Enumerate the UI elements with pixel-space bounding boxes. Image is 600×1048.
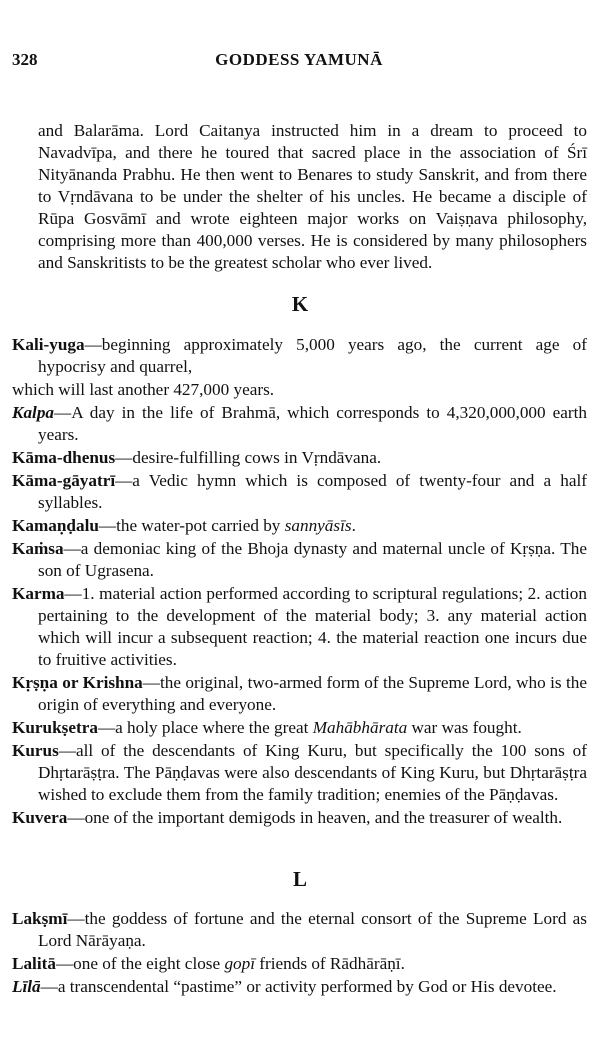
- glossary-list-k: [12, 334, 587, 830]
- glossary-definition: beginning approximately 5,000 years ago, the current age of hypocrisy and quarrel,: [38, 335, 587, 376]
- glossary-entry: Kaṁsa—a demoniac king of the Bhoja dynasty and maternal uncle of Kṛṣṇa. The son of Ugrasena.: [12, 539, 587, 580]
- glossary-definition: 1. material action performed according to scriptural regulations; 2. action pertaining to the development of the material body; 3. any material action which will incur a subsequent reaction; 4. the material reaction one incurs due to fruitive activities.: [38, 584, 587, 669]
- running-title: GODDESS YAMUNĀ: [215, 50, 383, 69]
- glossary-term: Kṛṣṇa or Krishna: [12, 673, 143, 692]
- glossary-definition-emphasis: gopī: [224, 954, 255, 973]
- glossary-entry: Kali-yuga—beginning approximately 5,000 years ago, the current age of hypocrisy and quarrel,: [12, 335, 587, 376]
- glossary-definition-tail: war was fought.: [407, 718, 522, 737]
- glossary-entry: Kurukṣetra—a holy place where the great Mahābhārata war was fought.: [12, 718, 522, 737]
- glossary-definition: the original, two-armed form of the Supreme Lord, who is the origin of everything and everyone.: [38, 673, 587, 714]
- glossary-term: Kurus: [12, 741, 59, 760]
- glossary-entry: Lalitā—one of the eight close gopī friends of Rādhārāṇī.: [12, 954, 405, 973]
- glossary-entry: Kāma-gāyatrī—a Vedic hymn which is composed of twenty-four and a half syllables.: [12, 471, 587, 512]
- glossary-definition: the water-pot carried by: [116, 516, 281, 535]
- glossary-term: Kāma-gāyatrī: [12, 471, 116, 490]
- glossary-list-l: [12, 908, 587, 999]
- glossary-term: Kali-yuga: [12, 335, 85, 354]
- glossary-definition-tail: friends of Rādhārāṇī.: [255, 954, 405, 973]
- section-letter-l: L: [292, 867, 307, 891]
- glossary-definition: a demoniac king of the Bhoja dynasty and maternal uncle of Kṛṣṇa. The son of Ugrasena.: [38, 539, 587, 580]
- glossary-entry: Kāma-dhenus—desire-fulfilling cows in Vṛndāvana.: [12, 448, 382, 467]
- glossary-term: Līlā: [12, 977, 41, 996]
- glossary-definition: A day in the life of Brahmā, which corresponds to 4,320,000,000 earth years.: [38, 403, 587, 444]
- glossary-entry: Kurus—all of the descendants of King Kuru, but specifically the 100 sons of Dhṛtarāṣṭra. The Pāṇḍavas were also descendants of King Kuru, but Dhṛtarāṣṭra wished to exclude them from the family tradition; enemies of the Pāṇḍavas.: [12, 741, 587, 804]
- glossary-entry: Kalpa—A day in the life of Brahmā, which corresponds to 4,320,000,000 earth years.: [12, 403, 587, 444]
- glossary-definition: a transcendental “pastime” or activity performed by God or His devotee.: [57, 977, 557, 996]
- glossary-term: Kamaṇḍalu: [12, 516, 99, 535]
- glossary-definition: a holy place where the great: [115, 718, 309, 737]
- glossary-definition: a Vedic hymn which is composed of twenty-four and a half syllables.: [38, 471, 587, 512]
- glossary-term: Lalitā: [12, 954, 56, 973]
- glossary-entry: Kuvera—one of the important demigods in heaven, and the treasurer of wealth.: [12, 808, 563, 827]
- glossary-definition: one of the eight close: [73, 954, 221, 973]
- intro-paragraph: and Balarāma. Lord Caitanya instructed him in a dream to proceed to Navadvīpa, and there he toured that sacred place in the association of Śrī Nityānanda Prabhu. He then went to Benares to study Sanskrit, and from there to Vṛndāvana to be under the shelter of his uncles. He became a disciple of Rūpa Gosvāmī and wrote eighteen major works on Vaiṣṇava philosophy, comprising more than 400,000 verses. He is considered by many philosophers and Sanskritists to be the greatest scholar who ever lived.: [38, 121, 587, 273]
- glossary-definition-emphasis: Mahābhārata: [312, 718, 408, 737]
- glossary-definition: which will last another 427,000 years.: [12, 380, 275, 399]
- glossary-entry: Līlā—a transcendental “pastime” or activity performed by God or His devotee.: [12, 977, 557, 996]
- glossary-definition-emphasis: sannyāsīs: [284, 516, 352, 535]
- glossary-term: Lakṣmī: [12, 909, 68, 928]
- glossary-term: Kuvera: [12, 808, 68, 827]
- glossary-definition: one of the important demigods in heaven, and the treasurer of wealth.: [84, 808, 563, 827]
- glossary-term: Kurukṣetra: [12, 718, 98, 737]
- glossary-entry: Lakṣmī—the goddess of fortune and the eternal consort of the Supreme Lord as Lord Nārāyaṇa.: [12, 909, 587, 950]
- glossary-term: Kāma-dhenus: [12, 448, 116, 467]
- glossary-term: Karma: [12, 584, 65, 603]
- glossary-definition-tail: .: [351, 516, 356, 535]
- glossary-entry: Kamaṇḍalu—the water-pot carried by sannyāsīs.: [12, 516, 356, 535]
- glossary-entry: Karma—1. material action performed according to scriptural regulations; 2. action pertaining to the development of the material body; 3. any material action which will incur a subsequent reaction; 4. the material reaction one incurs due to fruitive activities.: [12, 584, 587, 669]
- glossary-definition: all of the descendants of King Kuru, but specifically the 100 sons of Dhṛtarāṣṭra. The Pāṇḍavas were also descendants of King Kuru, but Dhṛtarāṣṭra wished to exclude them from the family tradition; enemies of the Pāṇḍavas.: [38, 741, 587, 804]
- page-number: 328: [12, 50, 38, 69]
- glossary-entry: Kṛṣṇa or Krishna—the original, two-armed form of the Supreme Lord, who is the origin of everything and everyone.: [12, 673, 587, 714]
- glossary-definition: the goddess of fortune and the eternal consort of the Supreme Lord as Lord Nārāyaṇa.: [38, 909, 587, 950]
- page-header: [12, 50, 586, 74]
- glossary-term: Kalpa: [12, 403, 55, 422]
- glossary-definition: desire-fulfilling cows in Vṛndāvana.: [132, 448, 382, 467]
- glossary-term: Kaṁsa: [12, 539, 64, 558]
- section-letter-k: K: [291, 292, 309, 316]
- glossary-entry-continuation: [12, 379, 587, 401]
